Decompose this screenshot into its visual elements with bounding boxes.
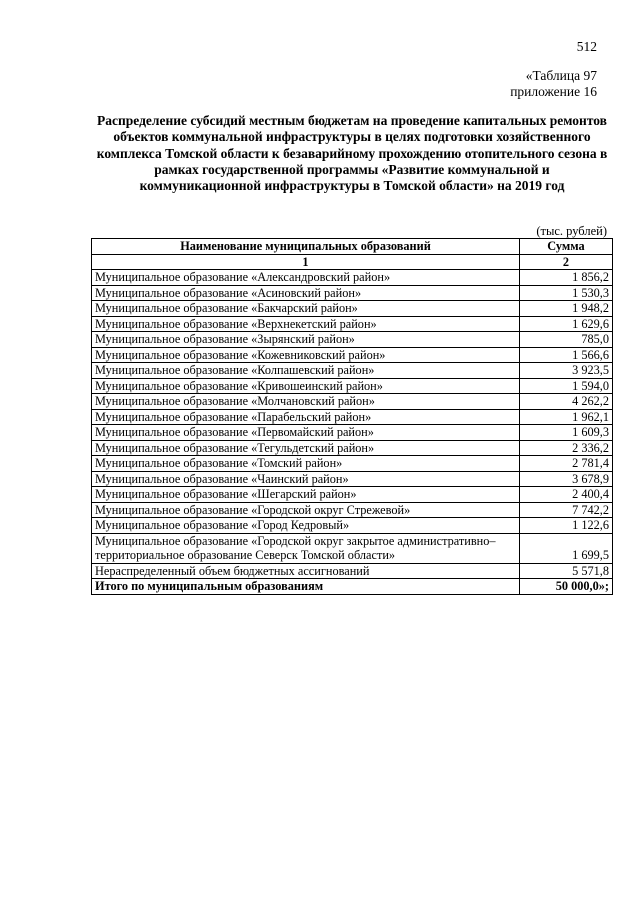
column-number-row: [92, 254, 613, 270]
subsidy-amount: 1 699,5: [520, 533, 613, 563]
subsidy-amount: 785,0: [520, 332, 613, 348]
municipality-name: Муниципальное образование «Первомайский район»: [92, 425, 520, 441]
table-body: [92, 270, 613, 579]
municipality-name: Муниципальное образование «Городской округ закрытое административно–территориальное образование Северск Томской области»: [92, 533, 520, 563]
total-row: [92, 579, 613, 595]
subsidy-amount: 1 566,6: [520, 347, 613, 363]
appendix-number: приложение 16: [510, 84, 597, 99]
subsidy-amount: 2 400,4: [520, 487, 613, 503]
subsidy-amount: 3 923,5: [520, 363, 613, 379]
table-row: [92, 378, 613, 394]
subsidies-table: [91, 238, 613, 595]
municipality-name: Муниципальное образование «Бакчарский район»: [92, 301, 520, 317]
subsidy-amount: 1 609,3: [520, 425, 613, 441]
subsidy-amount: 4 262,2: [520, 394, 613, 410]
municipality-name: Муниципальное образование «Чаинский район»: [92, 471, 520, 487]
municipality-name: Муниципальное образование «Молчановский район»: [92, 394, 520, 410]
table-row: [92, 533, 613, 563]
table-row: [92, 301, 613, 317]
table-row: [92, 285, 613, 301]
subsidy-amount: 3 678,9: [520, 471, 613, 487]
total-label: Итого по муниципальным образованиям: [92, 579, 520, 595]
municipality-name: Муниципальное образование «Асиновский район»: [92, 285, 520, 301]
table-row: [92, 347, 613, 363]
table-row: [92, 440, 613, 456]
municipality-name: Муниципальное образование «Парабельский район»: [92, 409, 520, 425]
table-row: [92, 270, 613, 286]
column-number-2: 2: [520, 254, 613, 270]
subsidy-amount: 1 856,2: [520, 270, 613, 286]
page-number: 512: [576, 39, 597, 54]
municipality-name: Нераспределенный объем бюджетных ассигнований: [92, 563, 520, 579]
table-row: [92, 487, 613, 503]
table-row: [92, 563, 613, 579]
municipality-name: Муниципальное образование «Тегульдетский район»: [92, 440, 520, 456]
municipality-name: Муниципальное образование «Зырянский район»: [92, 332, 520, 348]
municipality-name: Муниципальное образование «Александровский район»: [92, 270, 520, 286]
table-row: [92, 363, 613, 379]
document-title: Распределение субсидий местным бюджетам на проведение капитальных ремонтов объектов коммунальной инфраструктуры в целях подготовки хозяйственного комплекса Томской области к безаварийному прохождению отопительного сезона в рамках государственной программы «Развитие коммунальной и коммуникационной инфраструктуры в Томской области» на 2019 год: [96, 113, 608, 194]
subsidy-amount: 5 571,8: [520, 563, 613, 579]
table-row: [92, 394, 613, 410]
municipality-name: Муниципальное образование «Город Кедровый»: [92, 518, 520, 534]
table-row: [92, 409, 613, 425]
total-sum: 50 000,0»;: [520, 579, 613, 595]
municipality-name: Муниципальное образование «Томский район»: [92, 456, 520, 472]
subsidy-amount: 7 742,2: [520, 502, 613, 518]
header-sum: Сумма: [520, 239, 613, 255]
table-row: [92, 332, 613, 348]
subsidy-amount: 1 530,3: [520, 285, 613, 301]
column-number-1: 1: [92, 254, 520, 270]
table-row: [92, 425, 613, 441]
subsidy-amount: 1 122,6: [520, 518, 613, 534]
table-row: [92, 316, 613, 332]
municipality-name: Муниципальное образование «Верхнекетский район»: [92, 316, 520, 332]
table-row: [92, 502, 613, 518]
units-label: (тыс. рублей): [536, 224, 607, 238]
subsidy-amount: 2 336,2: [520, 440, 613, 456]
subsidy-amount: 1 962,1: [520, 409, 613, 425]
table-reference: [510, 68, 597, 100]
header-name: Наименование муниципальных образований: [92, 239, 520, 255]
subsidy-amount: 2 781,4: [520, 456, 613, 472]
table-row: [92, 518, 613, 534]
table-row: [92, 471, 613, 487]
municipality-name: Муниципальное образование «Кожевниковский район»: [92, 347, 520, 363]
municipality-name: Муниципальное образование «Кривошеинский район»: [92, 378, 520, 394]
subsidy-amount: 1 629,6: [520, 316, 613, 332]
municipality-name: Муниципальное образование «Шегарский район»: [92, 487, 520, 503]
municipality-name: Муниципальное образование «Городской округ Стрежевой»: [92, 502, 520, 518]
table-number: «Таблица 97: [525, 68, 597, 83]
municipality-name: Муниципальное образование «Колпашевский район»: [92, 363, 520, 379]
subsidy-amount: 1 948,2: [520, 301, 613, 317]
subsidy-amount: 1 594,0: [520, 378, 613, 394]
table-header-row: [92, 239, 613, 255]
table-row: [92, 456, 613, 472]
